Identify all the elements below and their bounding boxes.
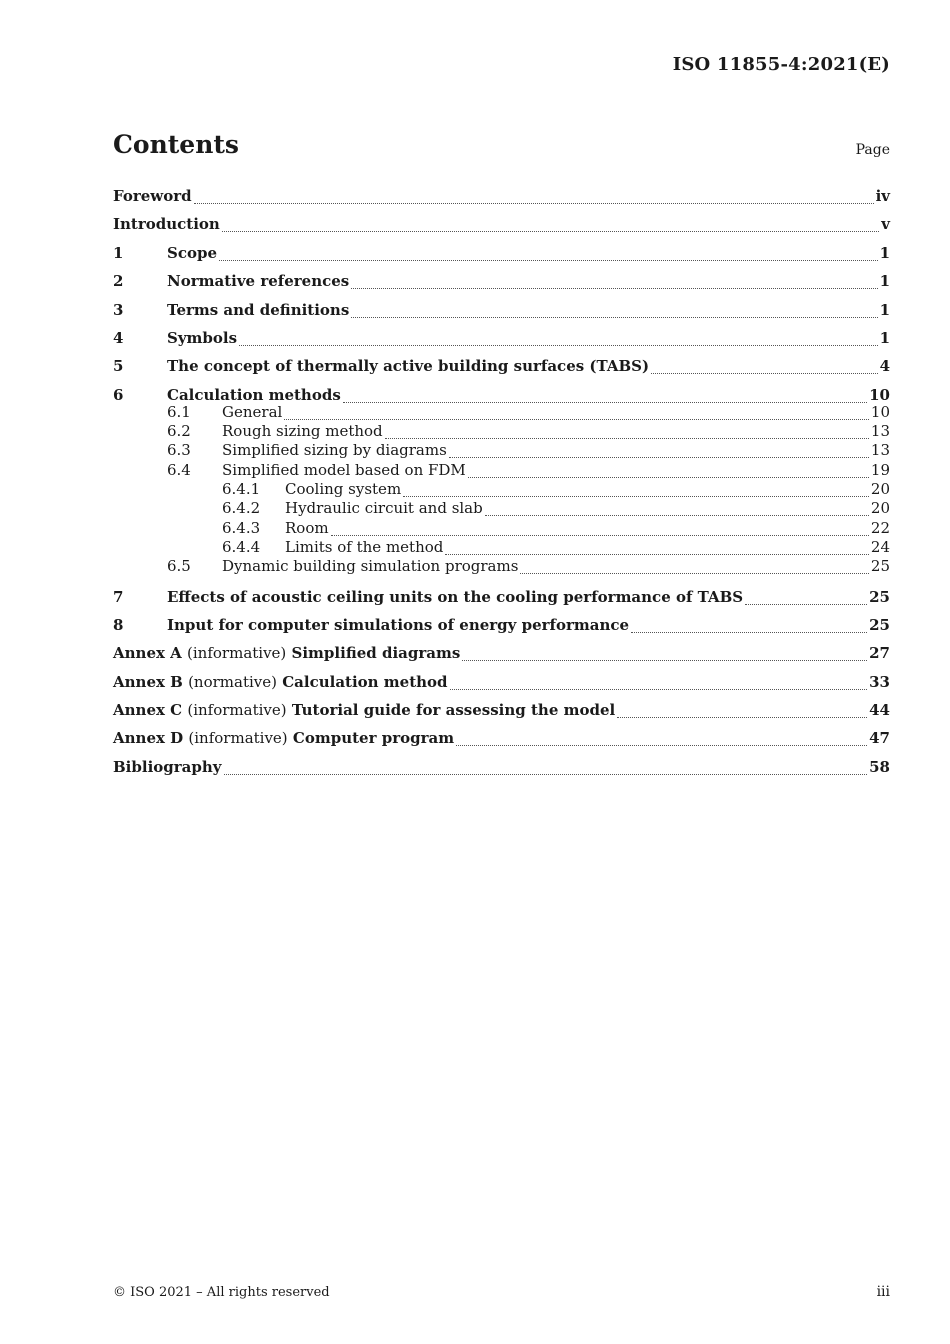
toc-label: Rough sizing method (222, 422, 383, 441)
toc-entry-fdm-model[interactable] (113, 461, 890, 480)
toc-entry-cooling-system[interactable] (113, 480, 890, 499)
toc-entry-calculation-methods[interactable] (113, 384, 890, 403)
annex-type: (informative) (187, 701, 287, 720)
annex-type: (normative) (188, 672, 277, 691)
dot-leader (617, 716, 867, 718)
toc-label: Room (285, 518, 329, 537)
toc-number: 7 (113, 587, 124, 606)
toc-number: 5 (113, 357, 124, 376)
toc-label: Terms and definitions (167, 300, 350, 319)
annex-prefix: Annex B (113, 672, 183, 691)
toc-label (113, 699, 615, 721)
toc-page-number: 1 (879, 243, 890, 262)
toc-number: 3 (113, 300, 124, 319)
dot-leader (485, 514, 869, 516)
toc-label: Effects of acoustic ceiling units on the cooling performance of TABS (167, 587, 744, 606)
annex-title: Calculation method (282, 672, 448, 691)
toc-page-number: 25 (869, 587, 890, 606)
toc-entry-foreword[interactable] (113, 185, 890, 213)
annex-prefix: Annex C (113, 701, 183, 720)
toc-label: Cooling system (285, 479, 402, 498)
toc-number: 8 (113, 615, 124, 634)
toc-page-number: 1 (879, 328, 890, 347)
toc-number: 6.4.4 (222, 537, 261, 556)
toc-page-number: 47 (869, 729, 890, 748)
toc-number: 6.3 (167, 441, 191, 460)
annex-prefix: Annex A (113, 644, 182, 663)
toc-number: 6.4.3 (222, 518, 261, 537)
toc-entry-annex-c[interactable] (113, 699, 890, 727)
toc-entry-room[interactable] (113, 519, 890, 538)
toc-page-number: 13 (870, 441, 890, 460)
toc-entry-introduction[interactable] (113, 213, 890, 241)
toc-page-number: 1 (879, 272, 890, 291)
toc-number: 1 (113, 243, 124, 262)
toc-label (113, 642, 460, 664)
toc-label: Scope (167, 243, 218, 262)
dot-leader (351, 287, 877, 289)
toc-entry-tabs-concept[interactable] (113, 355, 890, 383)
toc-entry-annex-d[interactable] (113, 727, 890, 755)
toc-entry-computer-simulations[interactable] (113, 614, 890, 642)
toc-page-number: 58 (869, 757, 890, 776)
toc-number: 6.4.2 (222, 499, 261, 518)
toc-label: Dynamic building simulation programs (222, 557, 519, 576)
dot-leader (449, 456, 869, 458)
annex-title: Computer program (292, 729, 455, 748)
toc-entry-terms-and-definitions[interactable] (113, 299, 890, 327)
page-title: Contents (113, 130, 240, 159)
page-number: iii (876, 1284, 890, 1300)
dot-leader (194, 202, 874, 204)
toc-number: 6 (113, 385, 124, 404)
toc-page-number: 25 (870, 557, 890, 576)
toc-entry-annex-b[interactable] (113, 671, 890, 699)
toc-entry-dynamic-simulation[interactable] (113, 557, 890, 585)
toc-label (113, 671, 448, 693)
toc-entry-general[interactable] (113, 403, 890, 422)
toc-entry-symbols[interactable] (113, 327, 890, 355)
toc-label: Introduction (113, 215, 220, 234)
annex-title: Simplified diagrams (291, 644, 461, 663)
document-id: ISO 11855-4:2021(E) (672, 54, 890, 75)
toc-entry-rough-sizing[interactable] (113, 422, 890, 441)
toc-number: 6.2 (167, 422, 191, 441)
toc-page-number: 27 (869, 644, 890, 663)
page-column-label: Page (855, 142, 890, 158)
toc-page-number: 33 (869, 672, 890, 691)
toc-label: Foreword (113, 187, 192, 205)
annex-type: (informative) (188, 729, 288, 748)
dot-leader (219, 259, 878, 261)
toc-page-number: 20 (870, 479, 890, 498)
dot-leader (224, 773, 868, 775)
annex-title: Tutorial guide for assessing the model (291, 701, 616, 720)
dot-leader (445, 553, 869, 555)
toc-label: Bibliography (113, 757, 222, 776)
toc-number: 4 (113, 328, 124, 347)
toc-label: Calculation methods (167, 385, 341, 404)
toc-number: 2 (113, 272, 124, 291)
toc-label (113, 727, 454, 749)
toc-entry-simplified-sizing[interactable] (113, 441, 890, 460)
dot-leader (651, 372, 877, 374)
toc-page-number: 22 (870, 518, 890, 537)
dot-leader (403, 495, 869, 497)
toc-entry-normative-references[interactable] (113, 270, 890, 298)
toc-label: Simplified model based on FDM (222, 460, 466, 479)
toc-page-number: 10 (869, 385, 890, 404)
dot-leader (385, 437, 869, 439)
toc-label: Input for computer simulations of energy performance (167, 615, 630, 634)
dot-leader (456, 744, 867, 746)
toc-number: 6.5 (167, 557, 191, 576)
toc-page-number: 20 (870, 499, 890, 518)
dot-leader (450, 688, 868, 690)
toc-page-number: v (881, 215, 890, 234)
toc-label: Simplified sizing by diagrams (222, 441, 447, 460)
toc-page-number: 13 (870, 422, 890, 441)
toc-page-number: 1 (879, 300, 890, 319)
toc-label: The concept of thermally active building surfaces (TABS) (167, 357, 650, 376)
toc-page-number: 24 (870, 537, 890, 556)
toc-entry-scope[interactable] (113, 242, 890, 270)
annex-prefix: Annex D (113, 729, 184, 748)
dot-leader (468, 476, 869, 478)
toc-page-number: 19 (870, 460, 890, 479)
dot-leader (520, 572, 868, 574)
toc-entry-hydraulic-circuit[interactable] (113, 499, 890, 518)
toc-label: Normative references (167, 272, 350, 291)
dot-leader (631, 631, 867, 633)
toc-label: Symbols (167, 328, 238, 347)
toc-entry-limits[interactable] (113, 538, 890, 557)
toc-number: 6.4.1 (222, 479, 261, 498)
dot-leader (462, 659, 867, 661)
toc-entry-annex-a[interactable] (113, 642, 890, 670)
toc-page-number: 4 (879, 357, 890, 376)
toc-label: General (222, 402, 283, 421)
annex-type: (informative) (187, 644, 287, 663)
toc-number: 6.4 (167, 460, 191, 479)
dot-leader (284, 418, 869, 420)
toc-page-number: 25 (869, 615, 890, 634)
table-of-contents (113, 185, 890, 784)
toc-entry-bibliography[interactable] (113, 756, 890, 784)
dot-leader (331, 534, 869, 536)
copyright-notice: © ISO 2021 – All rights reserved (113, 1285, 330, 1300)
toc-page-number: 10 (870, 402, 890, 421)
toc-entry-acoustic-ceiling[interactable] (113, 586, 890, 614)
dot-leader (351, 316, 877, 318)
toc-page-number: iv (875, 187, 890, 205)
dot-leader (239, 344, 878, 346)
dot-leader (222, 230, 879, 232)
toc-number: 6.1 (167, 402, 191, 421)
toc-label: Hydraulic circuit and slab (285, 499, 483, 518)
toc-page-number: 44 (869, 701, 890, 720)
toc-label: Limits of the method (285, 537, 444, 556)
dot-leader (745, 603, 867, 605)
